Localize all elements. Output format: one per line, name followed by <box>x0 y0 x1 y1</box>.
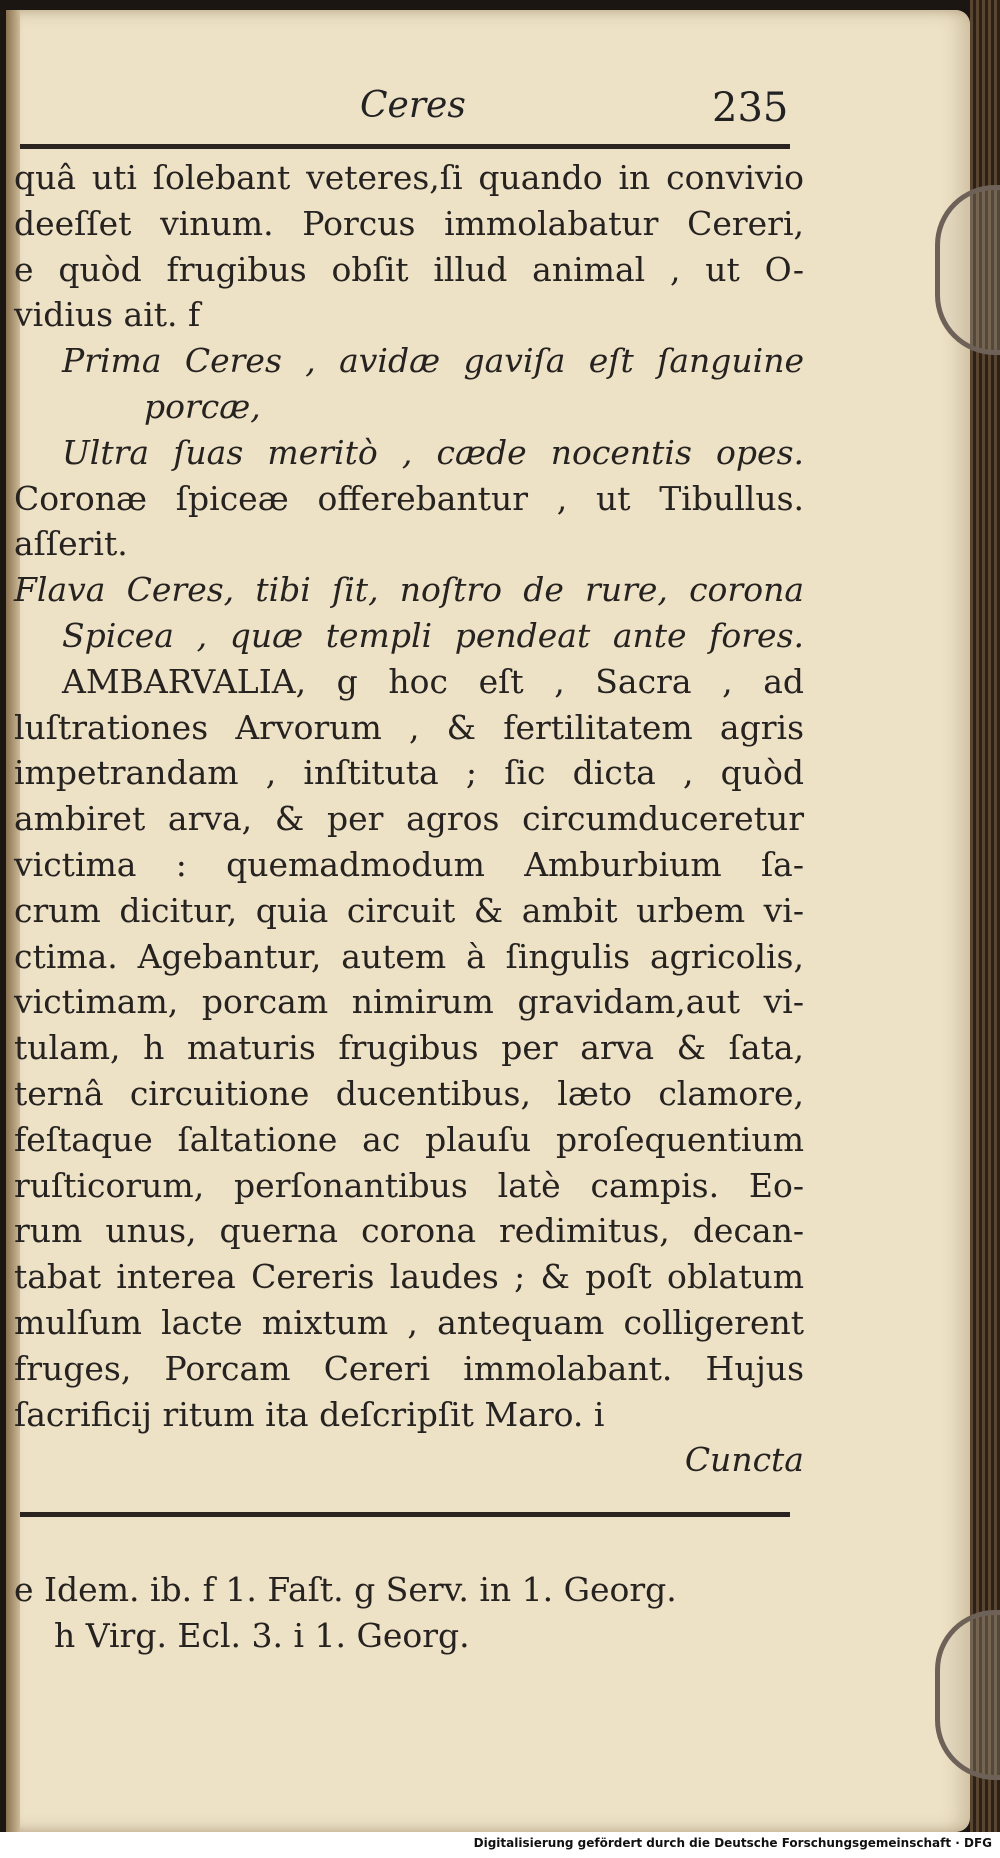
text-line: ſacrificij ritum ita deſcripſit Maro. i <box>14 1394 605 1434</box>
text-line: ctima. Agebantur, autem à ſingulis agricolis, <box>14 936 804 976</box>
text-line: ruſticorum, perſonantibus latè campis. Eo- <box>14 1165 804 1205</box>
text-line: tabat interea Cereris laudes ; & poſt oblatum <box>14 1257 804 1297</box>
text-line: victimam, porcam nimirum gravidam,aut vi- <box>14 982 804 1022</box>
text-line: vidius ait. f <box>14 295 201 335</box>
text-line: Flava Ceres, tibi ſit, noſtro de rure, corona <box>14 570 804 610</box>
text-line: e quòd frugibus obſit illud animal , ut O- <box>14 249 804 289</box>
footnotes <box>14 1565 804 1657</box>
text-line: fruges, Porcam Cereri immolabant. Hujus <box>14 1348 804 1388</box>
text-line: crum dicitur, quia circuit & ambit urbem vi- <box>14 890 804 930</box>
footnote-line: h Virg. Ecl. 3. i 1. Georg. <box>54 1615 470 1655</box>
footnote-line: e Idem. ib. f 1. Faſt. g Serv. in 1. Georg. <box>14 1570 677 1609</box>
page-number: 235 <box>712 85 789 131</box>
text-line: Prima Ceres , avidæ gaviſa eſt ſanguine <box>62 341 804 381</box>
running-title: Ceres <box>360 85 466 126</box>
text-line: Ultra ſuas meritò , cæde nocentis opes. <box>62 432 804 472</box>
text-line: tulam, h maturis frugibus per arva & ſata, <box>14 1028 804 1068</box>
text-line: rum unus, querna corona redimitus, decan- <box>14 1211 804 1251</box>
text-line: luſtrationes Arvorum , & fertilitatem agris <box>14 707 804 747</box>
text-line: ternâ circuitione ducentibus, læto clamore, <box>14 1073 804 1113</box>
text-line: Coronæ ſpiceæ offerebantur , ut Tibullus. <box>14 478 804 518</box>
text-line: feſtaque ſaltatione ac plauſu proſequentium <box>14 1119 804 1159</box>
text-line: porcæ, <box>144 386 261 426</box>
running-header <box>0 85 1000 135</box>
text-line: deeſſet vinum. Porcus immolabatur Cereri, <box>14 203 804 243</box>
footnote-rule <box>20 1512 790 1517</box>
text-line: victima : quemadmodum Amburbium ſa- <box>14 844 804 884</box>
header-rule <box>20 144 790 149</box>
body-text <box>14 155 804 1483</box>
text-line: Cuncta <box>684 1440 804 1480</box>
text-line: Spicea , quæ templi pendeat ante fores. <box>62 615 804 655</box>
text-line: aſſerit. <box>14 524 128 564</box>
text-line: mulſum lacte mixtum , antequam colligerent <box>14 1302 804 1342</box>
text-line: ambiret arva, & per agros circumduceretur <box>14 799 804 839</box>
digitization-footer <box>0 1832 1000 1858</box>
text-line: quâ uti ſolebant veteres,ſi quando in convivio <box>14 158 804 197</box>
footer-credit: Digitalisierung gefördert durch die Deutsche Forschungsgemeinschaft · DFG <box>473 1836 992 1850</box>
text-line: AMBARVALIA, g hoc eſt , Sacra , ad <box>62 661 804 701</box>
text-line: impetrandam , inſtituta ; ſic dicta , quòd <box>14 753 804 793</box>
